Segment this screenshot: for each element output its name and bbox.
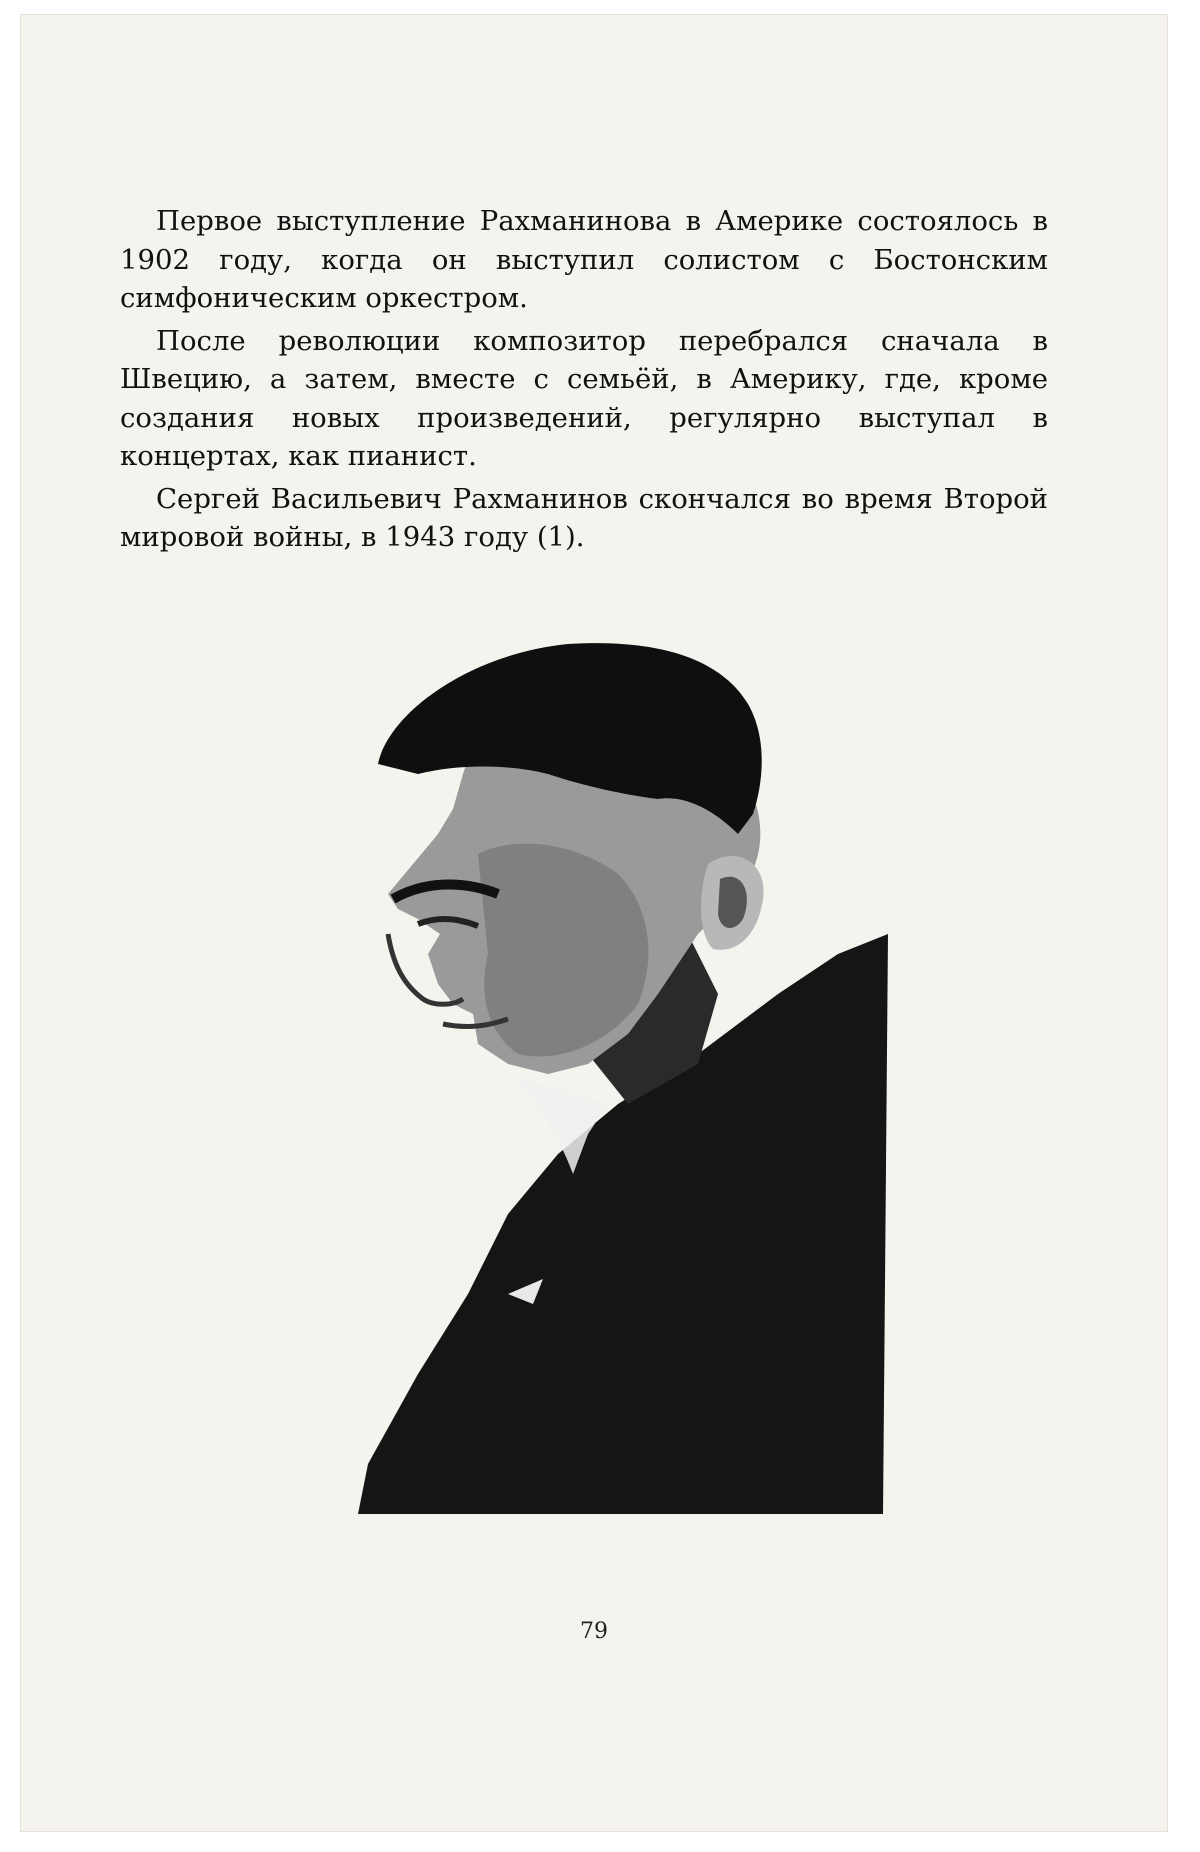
book-page: [20, 14, 1168, 1832]
body-text: [120, 202, 1048, 561]
page-number: 79: [580, 1619, 608, 1644]
paragraph-1: Первое выступление Рахманинова в Америке состоялось в 1902 году, когда он выступил солистом с Бостонским симфоническим оркестром.: [120, 205, 1048, 314]
paragraph-3: Сергей Васильевич Рахманинов скончался во время Второй мировой войны, в 1943 году (1).: [120, 482, 1048, 553]
paragraph-2: После революции композитор перебрался сначала в Швецию, а затем, вместе с семьёй, в Америку, где, кроме создания новых произведений, регулярно выступал в концертах, как пианист.: [120, 324, 1048, 472]
portrait-photo: [358, 634, 888, 1514]
